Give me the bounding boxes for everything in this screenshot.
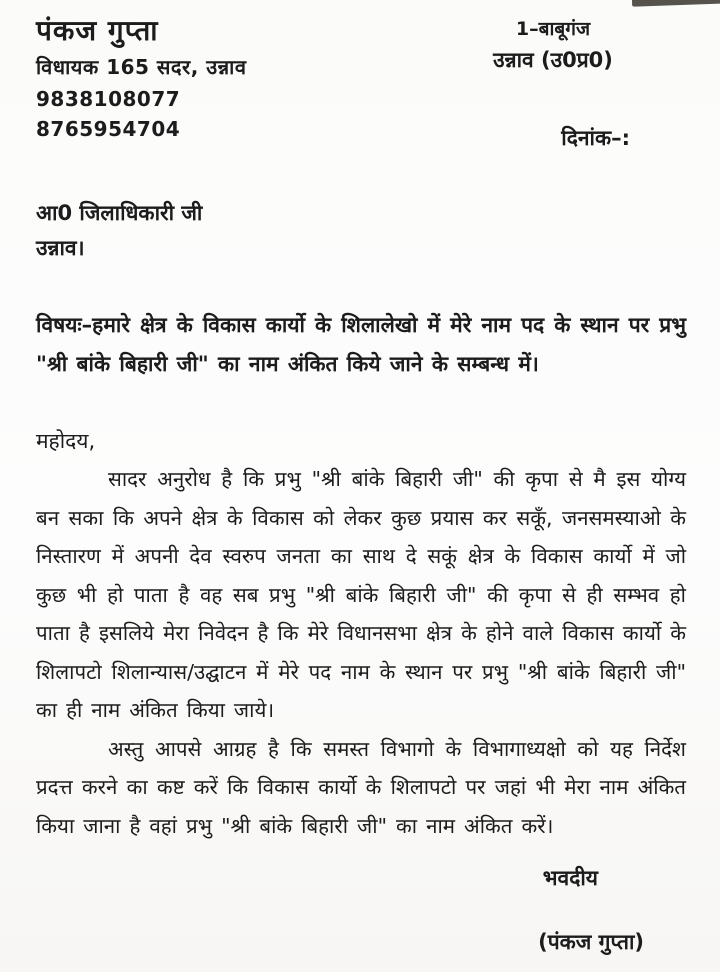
valediction: भवदीय	[542, 866, 598, 890]
recipient-line-2: उन्नाव।	[36, 236, 85, 260]
subject-line: विषयः–हमारे क्षेत्र के विकास कार्यो के शिलालेखो में मेरे नाम पद के स्थान पर प्रभु "श्री बांके बिहारी जी" का नाम अंकित किये जाने के सम्बन्ध में।	[36, 313, 686, 376]
sender-address-block	[448, 14, 658, 152]
recipient-block	[36, 196, 686, 266]
body-paragraph-2: अस्तु आपसे आग्रह है कि समस्त विभागो के विभागाध्यक्षो को यह निर्देश प्रदत्त करने का कष्ट करें कि विकास कार्यो के शिलापटो पर जहां भी मेरा नाम अंकित किया जाना है वहां प्रभु "श्री बांके बिहारी जी" का नाम अंकित करें।	[36, 736, 686, 838]
letterhead	[36, 12, 686, 150]
sender-phone-2: 8765954704	[36, 117, 181, 141]
recipient-line-1: आ0 जिलाधिकारी जी	[36, 201, 203, 225]
sender-phone-1: 9838108077	[36, 87, 181, 111]
salutation: महोदय,	[36, 429, 96, 453]
sender-name: पंकज गुप्ता	[36, 14, 159, 47]
signatory-name: (पंकज गुप्ता)	[538, 930, 644, 954]
sender-address-line-2: उन्नाव (उ0प्र0)	[493, 48, 613, 72]
date-label: दिनांक–:	[561, 126, 630, 150]
sender-title: विधायक 165 सदर, उन्नाव	[36, 55, 247, 79]
body-paragraph-1: सादर अनुरोध है कि प्रभु "श्री बांके बिहारी जी" की कृपा से मै इस योग्य बन सका कि अपने क्षेत्र के विकास को लेकर कुछ प्रयास कर सकूँ, जनसमस्याओ के निस्तारण में अपनी देव स्वरुप जनता का साथ दे सकूं क्षेत्र के विकास कार्यो में जो कुछ भी हो पाता है वह सब प्रभु "श्री बांके बिहारी जी" की कृपा से ही सम्भव हो पाता है इसलिये मेरा निवेदन है कि मेरे विधानसभा क्षेत्र के होने वाले विकास कार्यो के शिलापटो शिलान्यास/उद्घाटन में मेरे पद नाम के स्थान पर प्रभु "श्री बांके बिहारी जी" का ही नाम अंकित किया जाये।	[36, 467, 686, 722]
scan-edge-artifact	[632, 0, 720, 7]
sender-address-line-1: 1–बाबूगंज	[515, 18, 591, 40]
